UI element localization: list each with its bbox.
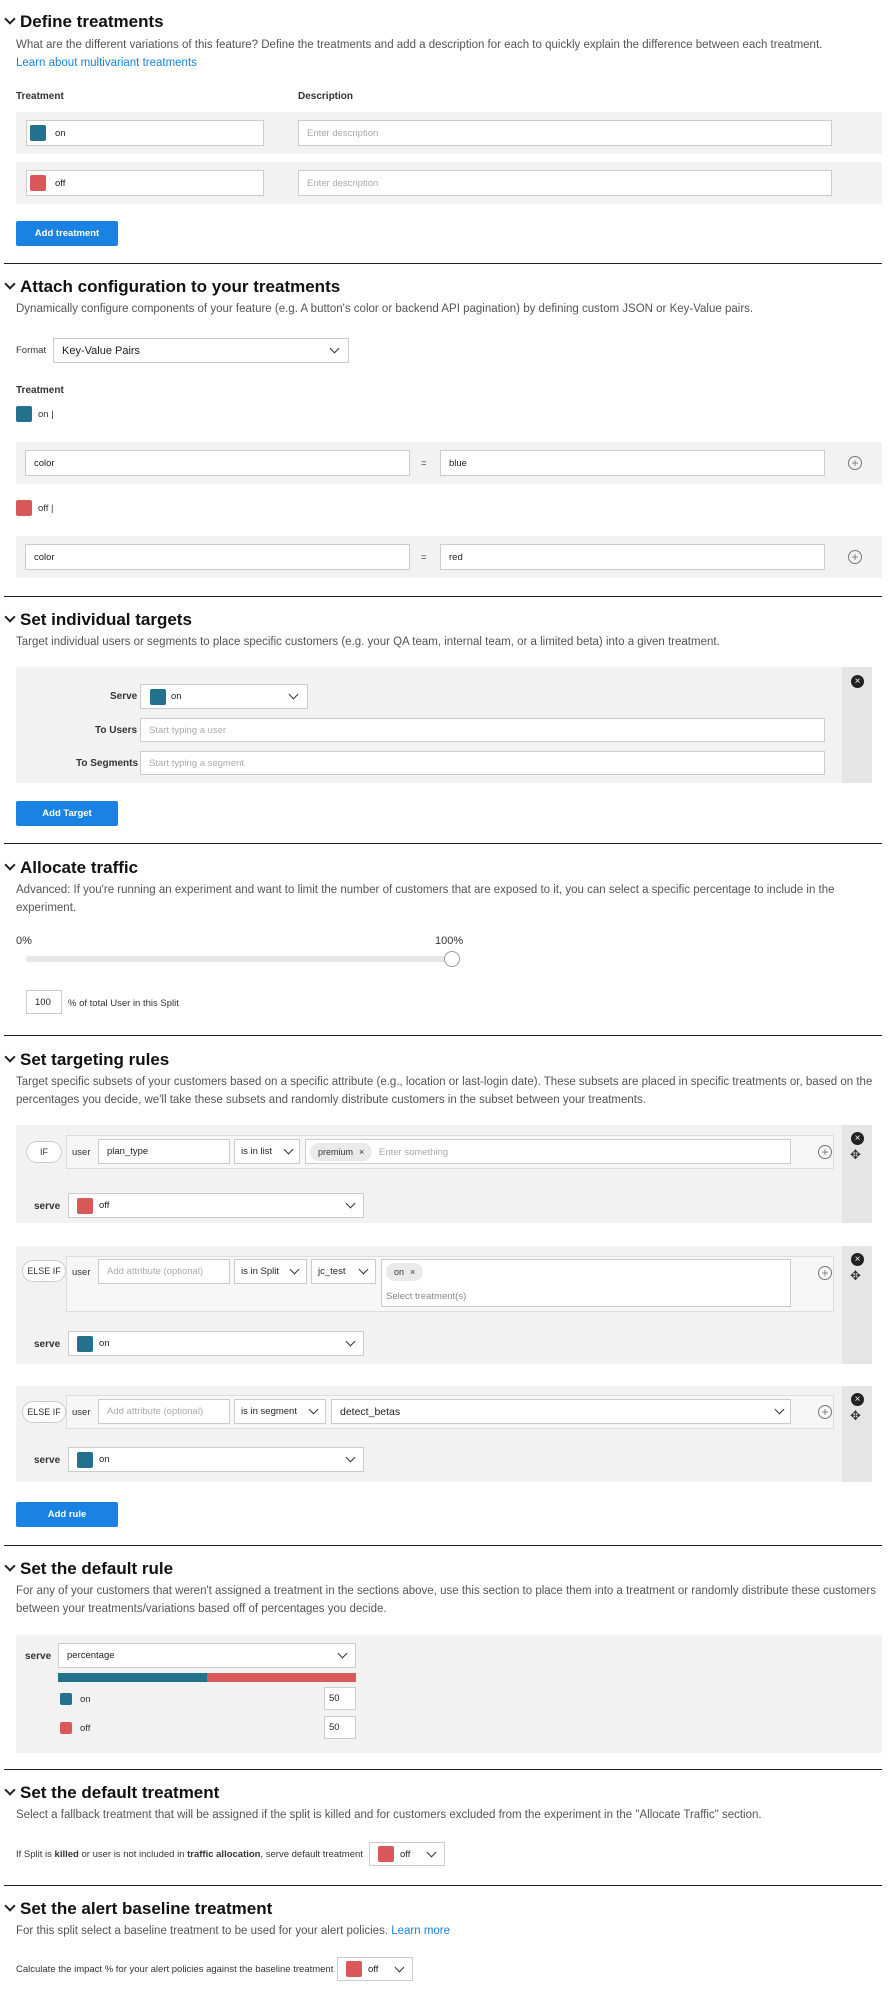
baseline-title[interactable]: Set the alert baseline treatment: [4, 1899, 272, 1919]
attribute-input[interactable]: Add attribute (optional): [98, 1399, 230, 1424]
default-treatment-desc: Select a fallback treatment that will be assigned if the split is killed and for customers excluded from the experiment in the "Allocate Traffic" section.: [16, 1809, 762, 1821]
rules-desc-line1: Target specific subsets of your customers based on a specific attribute (e.g., location or last-login date). These subsets are placed in specific treatments or, based on the: [16, 1076, 873, 1088]
add-treatment-button[interactable]: Add treatment: [16, 221, 118, 246]
baseline-treatment-select[interactable]: off: [337, 1957, 413, 1981]
matcher-select[interactable]: is in segment: [234, 1399, 326, 1424]
matcher-select[interactable]: is in Split: [234, 1259, 307, 1284]
section-divider: [4, 263, 882, 264]
default-rule-title[interactable]: Set the default rule: [4, 1559, 173, 1579]
remove-rule-icon[interactable]: ×: [851, 1393, 864, 1406]
traffic-title[interactable]: Allocate traffic: [4, 858, 138, 878]
add-target-button[interactable]: Add Target: [16, 801, 118, 826]
baseline-desc: For this split select a baseline treatment to be used for your alert policies. Learn more: [16, 1925, 451, 1937]
on-percent-label: on: [80, 1694, 91, 1705]
to-users-label: To Users: [95, 725, 138, 736]
treatments-placeholder: Select treatment(s): [386, 1291, 467, 1302]
add-condition-icon[interactable]: +: [818, 1405, 832, 1419]
default-rule-desc-line2: between your treatments/variations based off of percentages you decide.: [16, 1603, 387, 1615]
serve-label: serve: [25, 1651, 52, 1662]
add-condition-icon[interactable]: +: [818, 1145, 832, 1159]
traffic-slider-handle[interactable]: [444, 951, 460, 967]
rule-serve-select[interactable]: off: [68, 1193, 364, 1218]
config-key-input[interactable]: color: [25, 450, 410, 476]
traffic-max-label: 100%: [435, 935, 464, 947]
rules-title[interactable]: Set targeting rules: [4, 1050, 169, 1070]
rules-desc-line2: percentages you decide, we'll take these subsets and randomly distribute customers in the subset between your treatments.: [16, 1094, 646, 1106]
chevron-down-icon: [4, 278, 15, 289]
targets-desc: Target individual users or segments to place specific customers (e.g. your QA team, internal team, or a limited beta) into a given treatment.: [16, 636, 720, 648]
serve-select[interactable]: on: [140, 684, 308, 709]
traffic-desc-line2: experiment.: [16, 902, 77, 914]
on-color-swatch: [77, 1452, 93, 1468]
serve-label: Serve: [110, 691, 138, 702]
chevron-down-icon: [4, 1900, 15, 1911]
config-desc: Dynamically configure components of your feature (e.g. A button's color or backend API pagination) by defining custom JSON or Key-Value pairs.: [16, 303, 754, 315]
value-chip[interactable]: on ×: [386, 1263, 423, 1281]
move-icon[interactable]: ✥: [850, 1147, 861, 1162]
off-color-swatch: [60, 1722, 72, 1734]
remove-target-icon[interactable]: ×: [851, 675, 864, 688]
on-share-bar: [58, 1673, 207, 1682]
on-percent-input[interactable]: 50: [324, 1687, 356, 1710]
off-color-swatch: [346, 1961, 362, 1977]
section-divider: [4, 1769, 882, 1770]
add-pair-icon[interactable]: +: [848, 456, 862, 470]
section-divider: [4, 1545, 882, 1546]
off-color-swatch: [77, 1198, 93, 1214]
rule-condition-label: IF: [26, 1141, 62, 1163]
chevron-down-icon: [4, 1051, 15, 1062]
multivariant-link[interactable]: Learn about multivariant treatments: [16, 57, 197, 69]
baseline-sentence: Calculate the impact % for your alert policies against the baseline treatment: [16, 1964, 334, 1975]
section-divider: [4, 1885, 882, 1886]
targets-title[interactable]: Set individual targets: [4, 610, 192, 630]
chevron-down-icon: [4, 859, 15, 870]
config-value-input[interactable]: blue: [440, 450, 825, 476]
off-percent-input[interactable]: 50: [324, 1716, 356, 1739]
split-select[interactable]: jc_test: [311, 1259, 376, 1284]
equals-sign: =: [421, 458, 427, 469]
learn-more-link[interactable]: Learn more: [391, 1925, 451, 1937]
default-serve-select[interactable]: percentage: [58, 1643, 356, 1668]
add-rule-button[interactable]: Add rule: [16, 1502, 118, 1527]
section-divider: [4, 843, 882, 844]
move-icon[interactable]: ✥: [850, 1268, 861, 1283]
value-chip[interactable]: premium ×: [310, 1143, 372, 1161]
rule-serve-select[interactable]: on: [68, 1447, 364, 1472]
define-treatments-desc: What are the different variations of this feature? Define the treatments and add a description for each to quickly explain the difference between each treatment.: [16, 39, 823, 51]
segment-select[interactable]: detect_betas: [331, 1399, 791, 1424]
config-treatment-label: Treatment: [16, 385, 64, 396]
to-users-input[interactable]: Start typing a user: [140, 718, 825, 742]
traffic-percent-suffix: % of total User in this Split: [68, 998, 179, 1009]
treatment-description-input[interactable]: Enter description: [298, 170, 832, 196]
config-key-input[interactable]: color: [25, 544, 410, 570]
section-divider: [4, 1035, 882, 1036]
format-select[interactable]: Key-Value Pairs: [53, 338, 349, 363]
equals-sign: =: [421, 552, 427, 563]
treatment-column-header: Treatment: [16, 91, 64, 102]
treatment-color-swatch[interactable]: [30, 175, 46, 191]
matcher-select[interactable]: is in list: [234, 1139, 300, 1164]
default-treatment-title[interactable]: Set the default treatment: [4, 1783, 219, 1803]
remove-rule-icon[interactable]: ×: [851, 1132, 864, 1145]
chevron-down-icon: [4, 1560, 15, 1571]
off-share-bar: [207, 1673, 356, 1682]
values-input[interactable]: [305, 1139, 791, 1164]
rule-serve-select[interactable]: on: [68, 1331, 364, 1356]
treatment-color-swatch[interactable]: [30, 125, 46, 141]
traffic-slider-track[interactable]: [26, 956, 452, 962]
treatment-description-input[interactable]: Enter description: [298, 120, 832, 146]
remove-rule-icon[interactable]: ×: [851, 1253, 864, 1266]
on-treatment-label: on |: [38, 409, 54, 420]
config-value-input[interactable]: red: [440, 544, 825, 570]
traffic-desc-line1: Advanced: If you're running an experiment and want to limit the number of customers that are exposed to it, you can select a specific percentage to include in the: [16, 884, 835, 896]
percentage-split-bar: [58, 1673, 356, 1682]
treatment-name-input[interactable]: on: [26, 120, 264, 146]
chevron-down-icon: [4, 13, 15, 24]
default-rule-desc-line1: For any of your customers that weren't assigned a treatment in the sections above, use this section to place them into a treatment or randomly distribute these customers: [16, 1585, 877, 1597]
description-column-header: Description: [298, 91, 354, 102]
attribute-input[interactable]: plan_type: [98, 1139, 230, 1164]
rule-condition-label: ELSE IF: [22, 1401, 66, 1423]
define-treatments-title[interactable]: Define treatments: [4, 12, 164, 32]
to-segments-input[interactable]: Start typing a segment: [140, 751, 825, 775]
on-color-swatch: [150, 689, 166, 705]
traffic-min-label: 0%: [16, 935, 32, 947]
config-title[interactable]: Attach configuration to your treatments: [4, 277, 340, 297]
serve-label: serve: [34, 1201, 61, 1212]
off-treatment-label: off |: [38, 503, 54, 514]
format-label: Format: [16, 345, 47, 356]
attribute-input[interactable]: Add attribute (optional): [98, 1259, 230, 1284]
off-percent-label: off: [80, 1723, 91, 1734]
serve-label: serve: [34, 1455, 61, 1466]
remove-chip-icon[interactable]: ×: [410, 1267, 416, 1277]
treatment-name-input[interactable]: off: [26, 170, 264, 196]
move-icon[interactable]: ✥: [850, 1408, 861, 1423]
add-pair-icon[interactable]: +: [848, 550, 862, 564]
user-label: user: [72, 1147, 91, 1158]
remove-chip-icon[interactable]: ×: [359, 1147, 365, 1157]
user-label: user: [72, 1267, 91, 1278]
add-condition-icon[interactable]: +: [818, 1266, 832, 1280]
chevron-down-icon: [4, 1784, 15, 1795]
on-color-swatch: [60, 1693, 72, 1705]
on-color-swatch: [16, 406, 32, 422]
off-color-swatch: [378, 1846, 394, 1862]
section-divider: [4, 596, 882, 597]
default-treatment-select[interactable]: off: [369, 1842, 445, 1866]
to-segments-label: To Segments: [76, 758, 139, 769]
rule-condition-label: ELSE IF: [22, 1260, 66, 1282]
serve-label: serve: [34, 1339, 61, 1350]
chevron-down-icon: [4, 611, 15, 622]
on-color-swatch: [77, 1336, 93, 1352]
values-placeholder: Enter something: [379, 1147, 449, 1158]
user-label: user: [72, 1407, 91, 1418]
default-treatment-sentence: If Split is killed or user is not included in traffic allocation, serve default treatment: [16, 1849, 363, 1860]
traffic-percent-input[interactable]: 100: [26, 990, 62, 1014]
off-color-swatch: [16, 500, 32, 516]
